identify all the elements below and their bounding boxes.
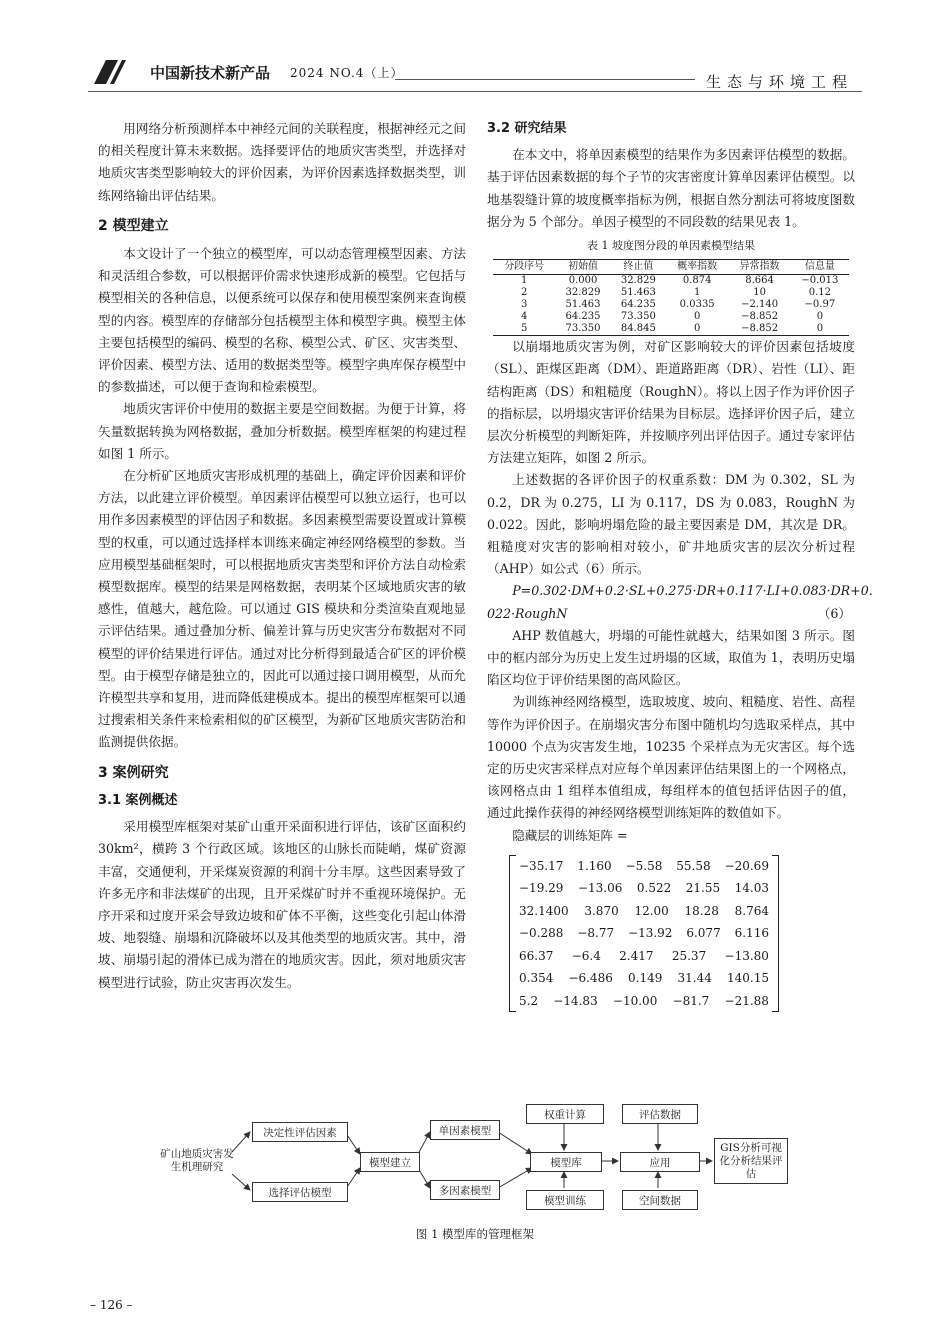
matrix-cell: −6.4: [571, 948, 601, 963]
table-cell: 0.874: [682, 275, 712, 287]
matrix-cell: −0.288: [519, 926, 564, 941]
paragraph: 以崩塌地质灾害为例，对矿区影响较大的评价因素包括坡度（SL）、距煤区距离（DM）、距道路距离（DR）、岩性（LI）、距结构距离（DS）和粗糙度（RoughN）。将以上因子作为评价因子的指标层，以坍塌灾害评价结果为目标层。选择评价因子后，建立层次分析模型的判断矩阵，并按顺序列出评估因子。通过专家评估方法建立矩阵，如图 2 所示。: [487, 339, 855, 466]
table-cell: 0: [693, 311, 701, 323]
table-cell: 73.350: [620, 311, 656, 323]
page-number: – 126 –: [90, 1298, 133, 1312]
matrix-cell: −6.486: [568, 971, 613, 986]
paragraph: 在分析矿区地质灾害形成机理的基础上，确定评价因素和评价方法，以此建立评价模型。单因素评估模型可以独立运行，也可以用作多因素模型的评估因子和数据。多因素模型需要设置或计算模型的权重，可以通过选择样本训练来确定神经网络模型的参数。当应用模型基础框架时，可以根据地质灾害类型和评价方法自动检索模型数据库。模型的结果是网格数据，表明某个区域地质灾害的敏感性，值越大，越危险。可以通过 GIS 模块和分类渲染直观地显示评估结果。通过叠加分析、偏差计算与历史灾害分布数据对不同模型的评价结果进行评估。通过对比分析得到最适合矿区的评价模型。由于模型存储是独立的，因此可以通过接口调用模型，从而允许模型共享和复用，进而降低建模成本。提出的模型库框架可以通过搜索相关条件来检索相似的矿区模型，为新矿区地质灾害防治和监测提供依据。: [98, 468, 466, 750]
matrix-cell: 0.354: [519, 971, 554, 986]
table-header: 初始值: [555, 260, 610, 275]
paragraph: 用网络分析预测样本中神经元间的关联程度，根据神经元之间的相关程度计算未来数据。选择要评估的地质灾害类型，并选择对地质灾害类型影响较大的评价因素，为评价因素选择数据类型，训练网络输出评估结果。: [98, 121, 466, 203]
matrix-row: [519, 990, 769, 1013]
matrix-cell: −19.29: [519, 881, 564, 896]
node-multi-factor-model: 多因素模型: [430, 1180, 500, 1200]
table-cell: 3: [521, 299, 528, 311]
matrix-cell: −10.00: [612, 993, 658, 1008]
table-cell: 1: [693, 287, 701, 299]
node-evaluation-data: 评估数据: [622, 1104, 698, 1124]
node-select-model: 选择评估模型: [252, 1182, 348, 1202]
matrix-cell: 5.2: [519, 993, 539, 1008]
node-weight-calculation: 权重计算: [526, 1104, 604, 1124]
table-cell: 0: [816, 311, 824, 323]
matrix-cell: −35.17: [519, 858, 564, 873]
formula-text: 022·RoughN: [487, 605, 568, 621]
table-cell: 64.235: [620, 299, 656, 311]
table-header: 信息量: [791, 260, 849, 275]
matrix-cell: 55.58: [676, 858, 711, 873]
table-cell: −8.852: [741, 311, 779, 323]
matrix-cell: 32.1400: [519, 903, 569, 918]
matrix-cell: −14.83: [553, 993, 598, 1008]
matrix-row: [519, 945, 769, 968]
table-cell: −8.852: [728, 323, 790, 336]
table-cell: −0.013: [801, 275, 839, 287]
matrix-cell: 1.160: [577, 858, 612, 873]
node-decisive-factors: 决定性评估因素: [252, 1122, 348, 1142]
table-cell: 0: [791, 323, 849, 336]
header-divider: [88, 91, 862, 92]
table-cell: 32.829: [565, 287, 601, 299]
table-row: [493, 287, 849, 299]
framework-diagram: [160, 1102, 800, 1222]
table-cell: 64.235: [565, 311, 601, 323]
matrix-cell: −20.69: [724, 858, 769, 873]
node-application: 应用: [620, 1152, 700, 1172]
table-cell: 8.664: [745, 275, 774, 287]
paragraph: 采用模型库框架对某矿山重开采面积进行评估，该矿区面积约 30km²，横跨 3 个行政区域。该地区的山脉长而陡峭，煤矿资源丰富，交通便利，开采煤炭资源的利润十分丰厚。这些因素导致了许多无序和非法煤矿的出现，且开采煤矿时并不重视环境保护。无序开采和过度开采会导致边坡和矿体不平衡，这些变化引起山体滑坡、地裂缝、崩塌和沉降破坏以及其他类型的地质灾害。其中，滑坡、崩塌引起的滑体已成为潜在的地质灾害。因此，须对地质灾害模型进行试验，防止灾害再次发生。: [98, 819, 466, 990]
issue-info: 2024 NO.4（上）: [290, 66, 404, 80]
matrix-cell: 31.44: [677, 971, 712, 986]
table-cell: 0.000: [568, 275, 598, 287]
matrix-cell: 12.00: [634, 903, 669, 918]
matrix-cell: −81.7: [672, 993, 710, 1008]
journal-title: 中国新技术新产品: [150, 64, 271, 82]
table-cell: 73.350: [555, 323, 610, 336]
matrix-cell: 3.870: [584, 903, 619, 918]
table-row: [493, 299, 849, 311]
subsection-heading-results: 3.2 研究结果: [487, 121, 567, 136]
table-cell: 0.12: [808, 287, 832, 299]
matrix-cell: 8.764: [734, 903, 769, 918]
table-cell: 0.0335: [679, 299, 715, 311]
header-rule: [395, 79, 695, 80]
node-gis-analysis: GIS分析可视化分析结果评估: [714, 1138, 788, 1184]
journal-logo-mark: [88, 60, 134, 84]
section-title: 生态与环境工程: [706, 73, 854, 91]
matrix-row: [519, 900, 769, 923]
matrix-cell: 25.37: [671, 948, 707, 963]
paragraph: 隐藏层的训练矩阵 =: [512, 827, 628, 843]
paragraph: 本文设计了一个独立的模型库，可以动态管理模型因素、方法和灵活组合参数，可以根据评价需求快速形成新的模型。它包括与模型相关的各种信息，以便系统可以保存和使用模型案例来查询模型的内容。模型库的存储部分包括模型主体和模型字典。模型主体主要包括模型的编码、模型的名称、模型公式、矿区、灾害类型、评价因素、模型方法、适用的数据类型等。模型字典库保存模型中的参数描述，可以便于查询和检索模型。: [98, 246, 466, 395]
matrix-cell: 66.37: [519, 948, 554, 963]
table-cell: 32.829: [620, 275, 656, 287]
table-cell: 4: [521, 311, 528, 323]
formula-line-1: P=0.302·DM+0.2·SL+0.275·DR+0.117·LI+0.083·DR+0.: [512, 583, 873, 599]
matrix-cell: 0.522: [636, 881, 672, 896]
matrix-cell: −13.06: [577, 881, 623, 896]
table-cell: −2.140: [741, 299, 779, 311]
equation-number: （6）: [817, 605, 851, 621]
figure-caption: 图 1 模型库的管理框架: [415, 1227, 535, 1241]
table-row: [493, 323, 849, 336]
table-row: [493, 275, 849, 288]
paragraph: 上述数据的各评价因子的权重系数：DM 为 0.302，SL 为 0.2，DR 为 0.275，LI 为 0.117，DS 为 0.083，RoughN 为 0.022。因此，影响坍塌危险的最主要因素是 DM，其次是 DR。粗糙度对灾害的影响相对较小，矿井地质灾害的层次分析过程（AHP）如公式（6）所示。: [487, 472, 855, 577]
table-cell: 1: [521, 275, 528, 287]
matrix-cell: 2.417: [619, 948, 654, 963]
matrix-cell: −8.77: [577, 926, 615, 941]
left-column: [98, 118, 466, 994]
matrix-cell: −5.58: [625, 858, 663, 873]
matrix-cell: 140.15: [727, 971, 769, 986]
training-matrix: [509, 855, 779, 1013]
node-mechanism-study: 矿山地质灾害发生机理研究: [160, 1148, 234, 1173]
table-caption: 表 1 坡度图分段的单因素模型结果: [587, 239, 755, 253]
table-header: 概率指数: [666, 260, 728, 275]
matrix-cell: −21.88: [724, 993, 769, 1008]
table-cell: 51.463: [620, 287, 656, 299]
table-header: 异常指数: [728, 260, 790, 275]
matrix-cell: 21.55: [685, 881, 721, 896]
paragraph: AHP 数值越大，坍塌的可能性就越大，结果如图 3 所示。图中的框内部分为历史上发生过坍塌的区域，取值为 1，表明历史塌陷区均位于评价结果图的高风险区。: [487, 627, 855, 688]
table-cell: 0: [666, 323, 728, 336]
matrix-row: [519, 855, 769, 878]
matrix-cell: −13.80: [724, 948, 769, 963]
subsection-heading-overview: 3.1 案例概述: [98, 792, 178, 808]
node-model-library: 模型库: [530, 1152, 602, 1172]
table-header: 终止值: [611, 260, 666, 275]
node-single-factor-model: 单因素模型: [430, 1120, 500, 1140]
table-row: [493, 311, 849, 323]
formula-line-2: [487, 603, 855, 625]
table-cell: 84.845: [611, 323, 666, 336]
node-spatial-data: 空间数据: [622, 1190, 698, 1210]
node-model-building: 模型建立: [360, 1152, 420, 1172]
table-cell: 51.463: [565, 299, 601, 311]
matrix-row: [519, 922, 769, 945]
matrix-cell: 14.03: [734, 881, 769, 896]
paragraph: 为训练神经网络模型，选取坡度、坡向、粗糙度、岩性、高程等作为评价因子。在崩塌灾害分布图中随机均匀选取采样点，其中 10000 个点为灾害发生地，10235 个采样点为无灾害区。每个选定的历史灾害采样点对应每个单因素评估结果图上的一个网格点，该网格点由 1 组样本值组成，每组样本的值包括评估因子的值，通过此操作获得的神经网络模型训练矩阵的数值如下。: [487, 694, 855, 821]
matrix-cell: 18.28: [684, 903, 719, 918]
matrix-cell: 6.116: [734, 926, 769, 941]
results-table: [493, 259, 849, 336]
paragraph: 在本文中，将单因素模型的结果作为多因素评估模型的数据。基于评估因素数据的每个子节的灾害密度计算单因素评估模型。以地基裂缝计算的坡度概率指标为例，根据自然分割法可将坡度图数据分为 5 个部分。单因子模型的不同段数的结果见表 1。: [487, 147, 855, 229]
table-cell: −0.97: [804, 299, 836, 311]
node-model-training: 模型训练: [526, 1190, 604, 1210]
section-heading-model: 2 模型建立: [98, 217, 169, 234]
table-cell: 5: [493, 323, 555, 336]
matrix-cell: −13.92: [628, 926, 673, 941]
matrix-cell: 0.149: [628, 971, 663, 986]
paragraph: 地质灾害评价中使用的数据主要是空间数据。为便于计算，将矢量数据转换为网格数据，叠加分析数据。模型库框架的构建过程如图 1 所示。: [98, 401, 466, 461]
matrix-row: [519, 967, 769, 990]
table-cell: 2: [521, 287, 528, 299]
table-cell: 10: [753, 287, 766, 299]
right-column: [487, 118, 873, 1012]
matrix-cell: 6.077: [686, 926, 721, 941]
table-header: 分段序号: [493, 260, 555, 275]
matrix-row: [519, 877, 769, 900]
section-heading-case: 3 案例研究: [98, 764, 169, 781]
